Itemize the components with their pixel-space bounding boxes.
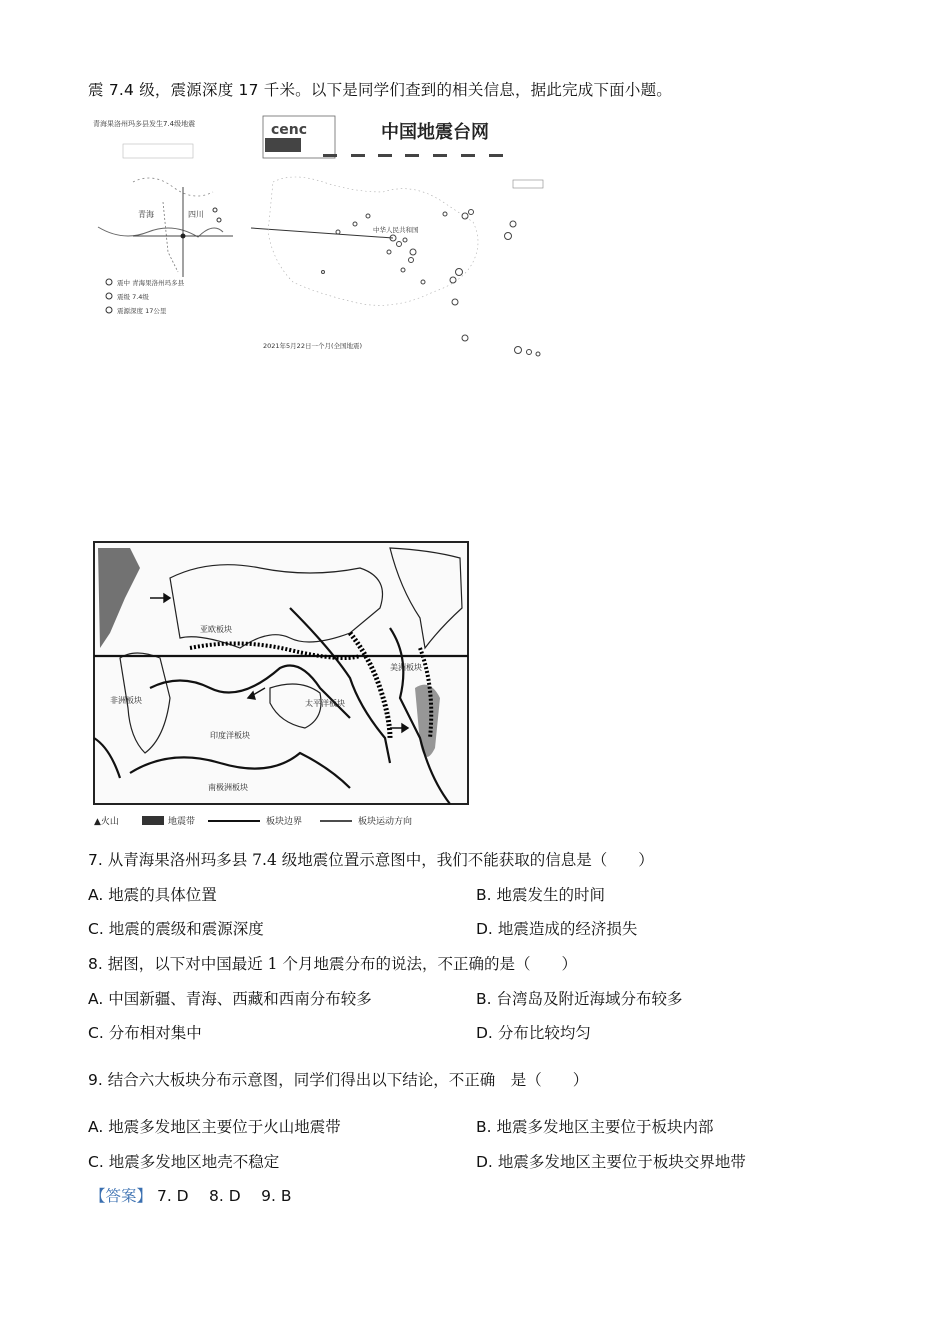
question-8-option-b[interactable]: B. 台湾岛及附近海域分布较多 [476,990,683,1008]
plates-figure [90,538,472,830]
legend-boundary: 板块边界 [266,817,303,827]
question-8-option-c[interactable]: C. 分布相对集中 [88,1024,202,1042]
question-9-option-c[interactable]: C. 地震多发地区地壳不稳定 [88,1153,280,1171]
legend-quake-belt: 地震带 [168,817,196,827]
question-7-option-d[interactable]: D. 地震造成的经济损失 [476,920,638,938]
question-9-option-b[interactable]: B. 地震多发地区主要位于板块内部 [476,1118,714,1136]
question-9-text: 结合六大板块分布示意图，同学们得出以下结论，不正确 是（ ） [107,1071,589,1089]
question-8: 8. 据图，以下对中国最近 1 个月地震分布的说法，不正确的是（ ） [88,955,577,973]
legend-depth: 震源深度 17公里 [117,307,167,315]
question-9-option-a[interactable]: A. 地震多发地区主要位于火山地震带 [88,1118,341,1136]
plate-african: 非洲板块 [110,696,142,705]
legend-magnitude: 震级 7.4级 [117,293,149,301]
question-9-option-d[interactable]: D. 地震多发地区主要位于板块交界地带 [476,1153,746,1171]
answer-line [90,1184,291,1206]
question-7-option-c[interactable]: C. 地震的震级和震源深度 [88,920,264,938]
answer-values: 7. D 8. D 9. B [156,1187,292,1205]
question-7-option-b[interactable]: B. 地震发生的时间 [476,886,606,904]
intro-text: 震 7.4 级，震源深度 17 千米。以下是同学们查到的相关信息，据此完成下面小题。 [88,81,672,99]
plate-american: 美洲板块 [390,663,422,672]
legend-volcano: ▲火山 [94,817,119,827]
cenc-logo: cenc [271,122,308,138]
country-label: 中华人民共和国 [373,226,419,234]
label-qinghai: 青海 [138,210,154,219]
question-7-option-a[interactable]: A. 地震的具体位置 [88,886,217,904]
question-8-text: 据图，以下对中国最近 1 个月地震分布的说法，不正确的是（ ） [107,955,577,973]
map-footer: 2021年5月22日一个月(全国地震) [263,342,363,350]
plate-eurasian: 亚欧板块 [200,625,232,634]
plate-indian: 印度洋板块 [210,731,250,740]
location-map-panel [93,119,233,315]
plate-antarctic: 南极洲板块 [208,783,248,792]
question-7-text: 从青海果洛州玛多县 7.4 级地震位置示意图中，我们不能获取的信息是（ ） [107,851,654,869]
plates-legend [94,815,412,827]
china-seismic-map-panel [251,116,543,356]
left-panel-title: 青海果洛州玛多县发生7.4级地震 [93,120,196,128]
answer-tag: 【答案】 [90,1187,153,1205]
plate-pacific: 太平洋板块 [305,699,345,708]
site-title: 中国地震台网 [381,122,489,143]
label-sichuan: 四川 [188,210,204,219]
earthquake-location-figure [93,112,548,362]
question-8-option-a[interactable]: A. 中国新疆、青海、西藏和西南分布较多 [88,990,372,1008]
question-9: 9. 结合六大板块分布示意图，同学们得出以下结论，不正确 是（ ） [88,1071,589,1089]
question-8-option-d[interactable]: D. 分布比较均匀 [476,1024,591,1042]
legend-epicenter: 震中 青海果洛州玛多县 [117,279,185,287]
legend-motion: 板块运动方向 [358,817,413,827]
question-7: 7. 从青海果洛州玛多县 7.4 级地震位置示意图中，我们不能获取的信息是（ ） [88,851,654,869]
